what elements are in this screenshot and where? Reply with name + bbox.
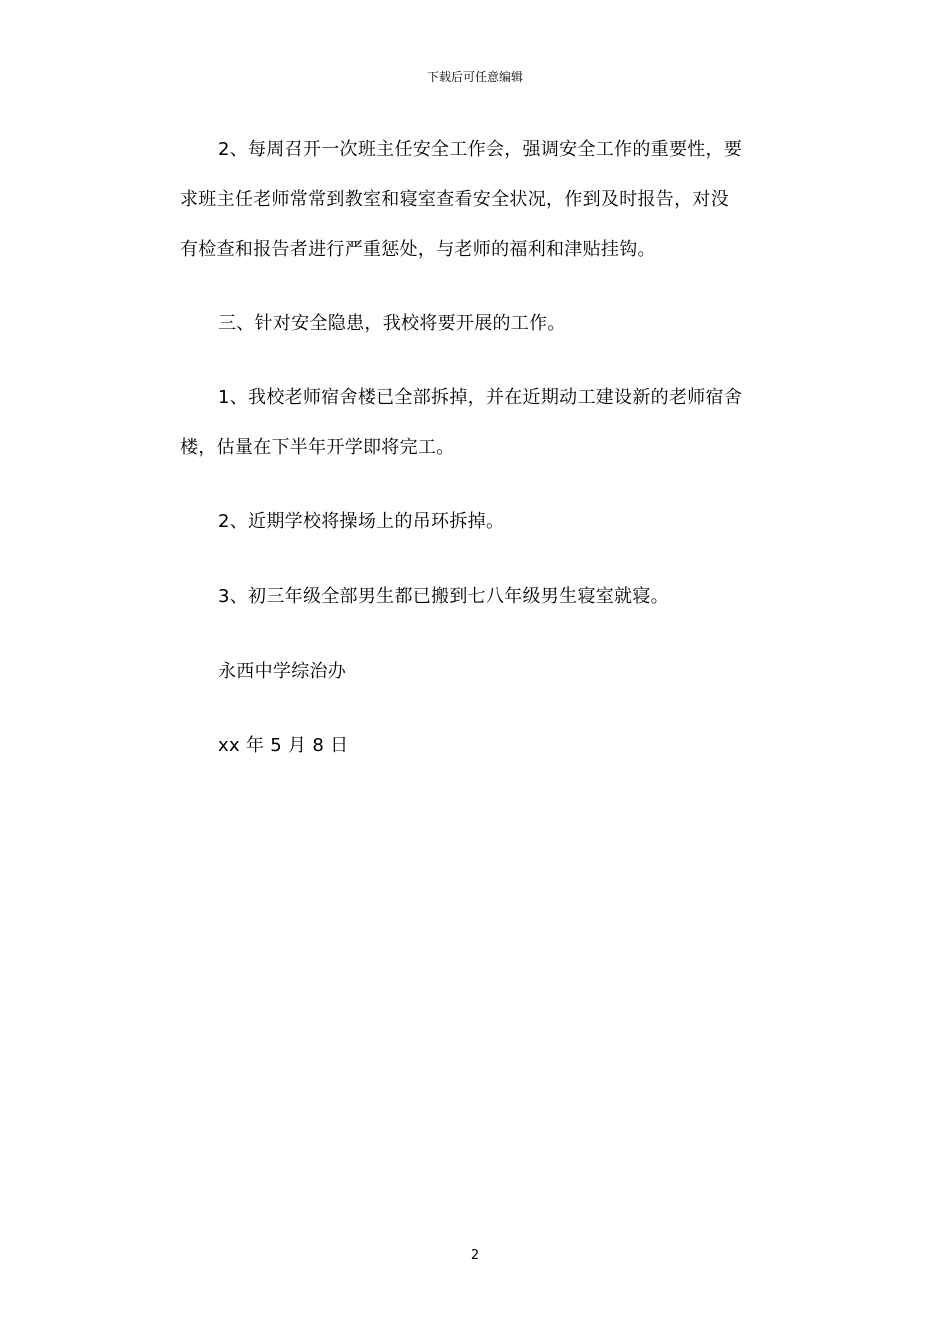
paragraph-3-line-1: 1、我校老师宿舍楼已全部拆掉，并在近期动工建设新的老师宿舍 <box>218 387 743 408</box>
page-number: 2 <box>470 1248 480 1263</box>
paragraph-1-line-1: 2、每周召开一次班主任安全工作会，强调安全工作的重要性，要 <box>218 139 743 160</box>
paragraph-5-line-1: 3、初三年级全部男生都已搬到七八年级男生寝室就寝。 <box>218 586 669 607</box>
paragraph-1 <box>180 125 770 275</box>
paragraph-3 <box>180 373 770 473</box>
paragraph-2 <box>180 299 770 349</box>
paragraph-3-line-2: 楼，估量在下半年开学即将完工。 <box>180 437 455 458</box>
signature-office-line: 永西中学综治办 <box>218 661 347 682</box>
paragraph-1-line-2: 求班主任老师常常到教室和寝室查看安全状况，作到及时报告，对没 <box>180 189 729 210</box>
page-header: 下载后可任意编辑 <box>426 70 523 84</box>
paragraph-4-line-1: 2、近期学校将操场上的吊环拆掉。 <box>218 511 505 532</box>
paragraph-4 <box>180 497 770 547</box>
paragraph-1-line-3: 有检查和报告者进行严重惩处，与老师的福利和津贴挂钩。 <box>180 239 656 260</box>
paragraph-5 <box>180 572 770 622</box>
signature-date-line: xx 年 5 月 8 日 <box>218 735 349 756</box>
signature-office <box>180 647 770 697</box>
paragraph-2-line-1: 三、针对安全隐患，我校将要开展的工作。 <box>218 313 566 334</box>
signature-date <box>180 721 770 771</box>
